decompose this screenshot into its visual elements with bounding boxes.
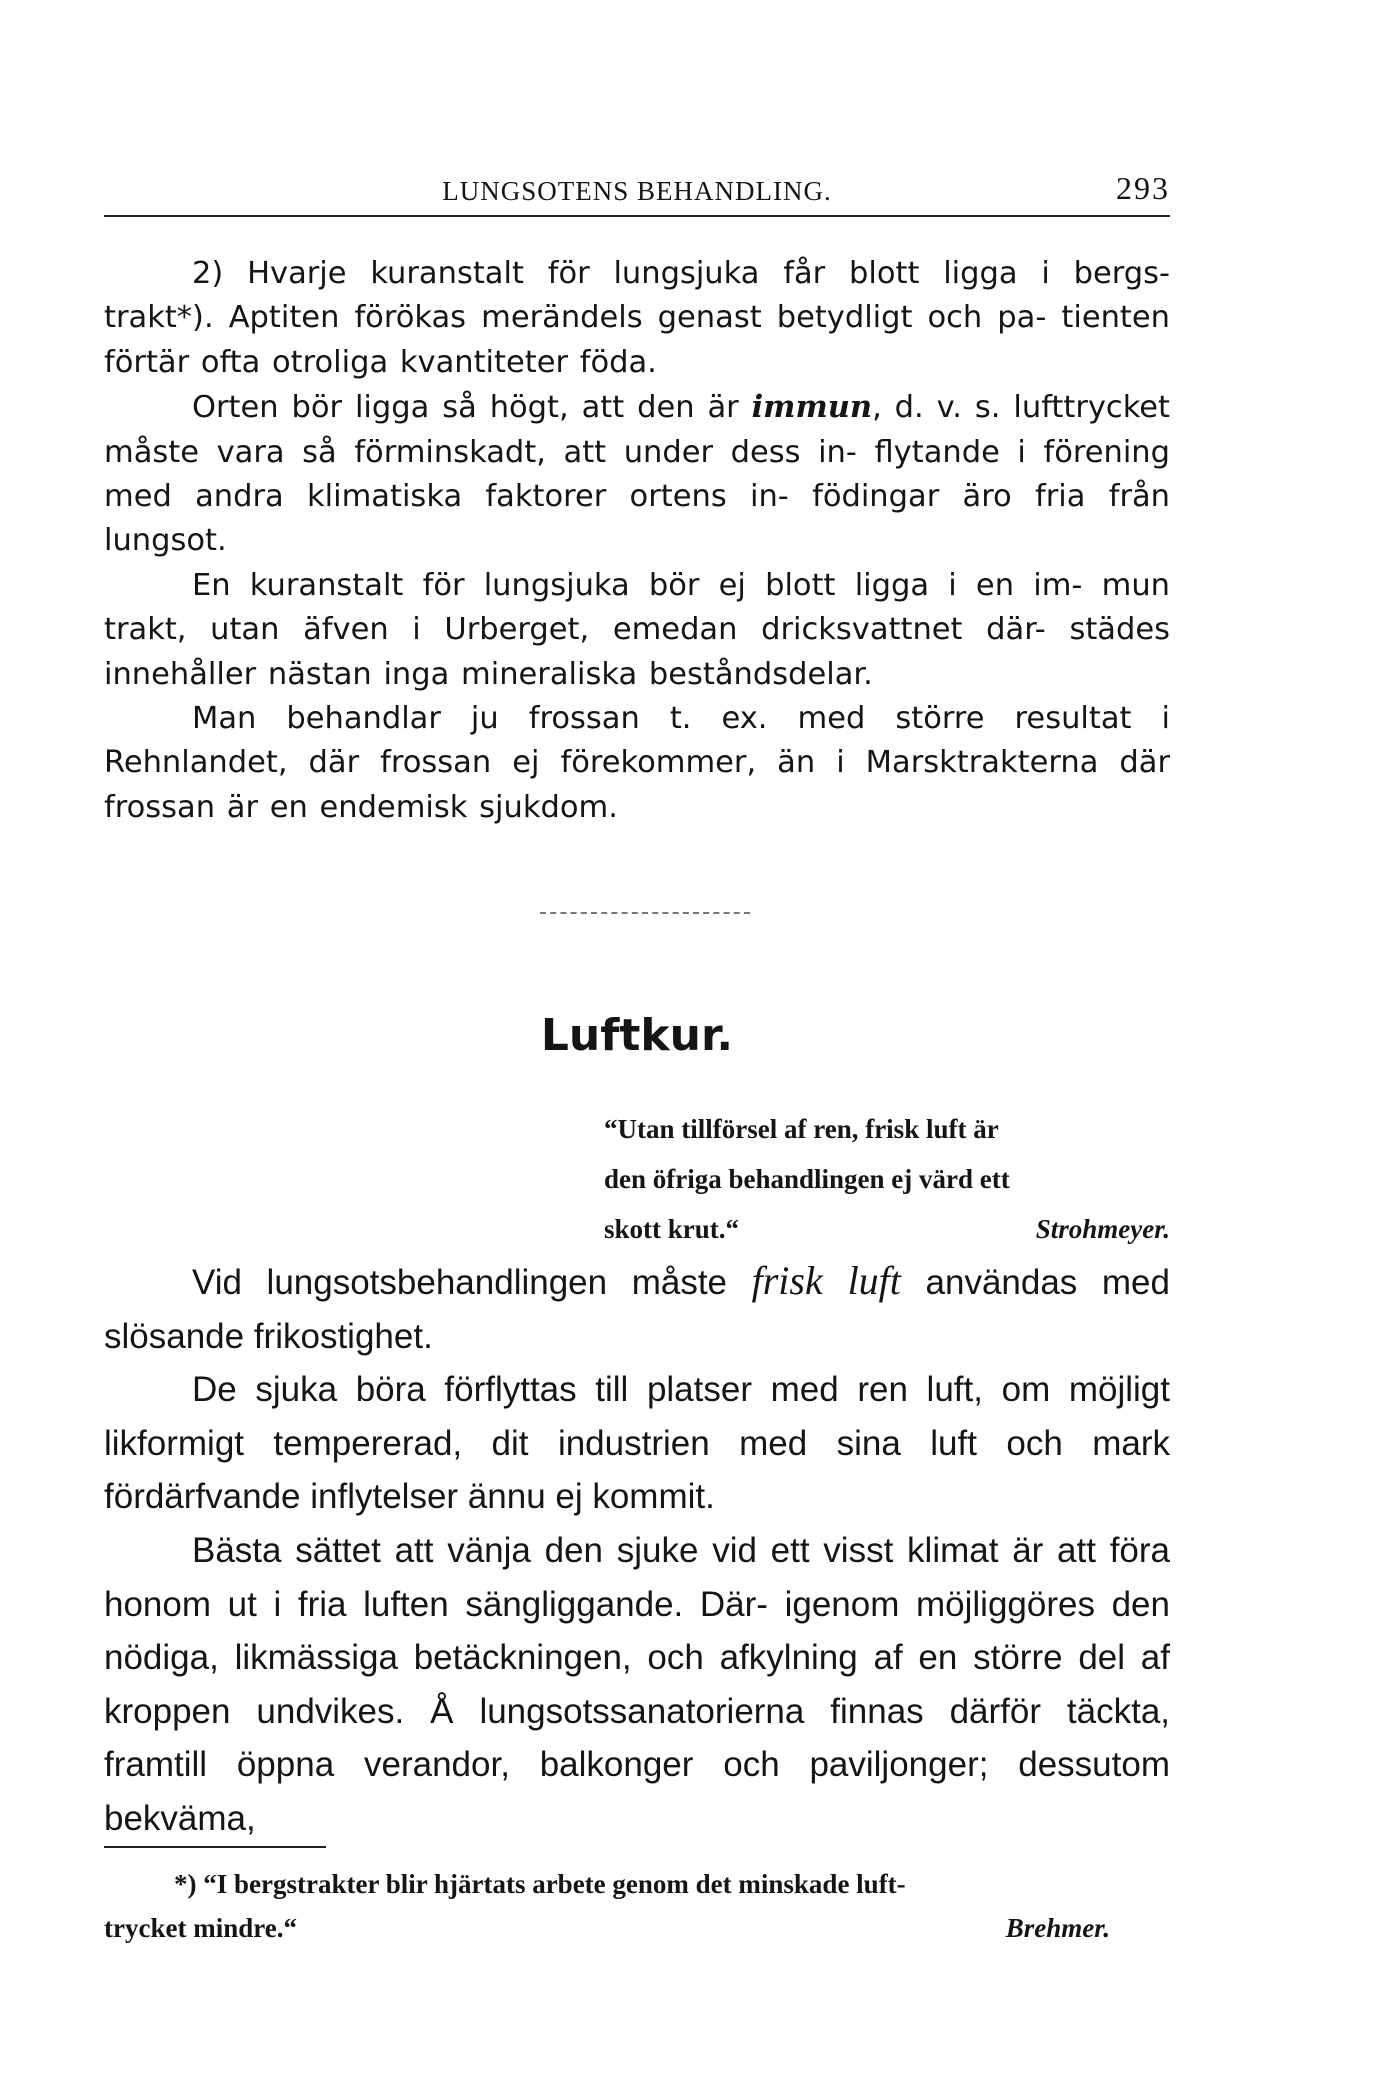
text-line: flytande i förening med andra klimatiska faktorer ortens in- bbox=[104, 434, 1170, 515]
paragraph-urberget bbox=[104, 564, 1170, 697]
paragraph-klimat bbox=[104, 1524, 1170, 1846]
footnote-last-line bbox=[104, 1906, 1170, 1950]
text-line: lungsotssanatorierna finnas därför täckta, framtill öppna bbox=[104, 1691, 1171, 1785]
header-rule bbox=[104, 215, 1170, 217]
text-line: mun trakt, utan äfven i Urberget, emedan dricksvattnet där- bbox=[104, 567, 1170, 648]
text-run: Orten bör ligga så högt, att den är bbox=[192, 390, 752, 426]
text-line: där frossan är en endemisk sjukdom. bbox=[104, 745, 1170, 825]
epigraph-last-line bbox=[604, 1204, 1170, 1254]
paragraph-orten bbox=[104, 385, 1170, 564]
italic-term: immun bbox=[751, 389, 873, 426]
text-line: är att föra honom ut i fria luften sängliggande. Där- bbox=[104, 1530, 1170, 1624]
text-line: med slösande frikostighet. bbox=[104, 1263, 1170, 1356]
text-line: En kuranstalt för lungsjuka bör ej blott ligga i en im- bbox=[192, 567, 1083, 603]
text-line: De sjuka böra förflyttas till platser med ren luft, bbox=[192, 1370, 983, 1410]
text-line: trakt*). Aptiten förökas merändels genast betydligt och pa- bbox=[104, 300, 1047, 336]
text-line: luft och mark fördärfvande inflytelser ännu ej kommit. bbox=[104, 1423, 1170, 1517]
footnote bbox=[104, 1862, 1170, 1950]
text-line: om möjligt likformigt tempererad, dit industrien med sina bbox=[104, 1370, 1170, 1463]
text-line: och afkylning af en större del af kroppen undvikes. Å bbox=[104, 1638, 1170, 1731]
running-title: LUNGSOTENS BEHANDLING. bbox=[442, 176, 832, 206]
text-line: födingar äro fria från lungsot. bbox=[104, 479, 1170, 559]
paragraph-kuranstalt bbox=[104, 252, 1170, 385]
text-line: Rehnlandet, där frossan ej förekommer, än i Marsktrakterna bbox=[104, 745, 1099, 781]
section-climate bbox=[104, 252, 1170, 830]
text-line: lufttrycket måste vara så förminskadt, att under dess in- bbox=[104, 390, 1170, 470]
paragraph-frossan bbox=[104, 697, 1170, 830]
epigraph-author: Strohmeyer. bbox=[1035, 1214, 1170, 1244]
epigraph bbox=[604, 1104, 1170, 1254]
paragraph-frisk-luft bbox=[104, 1254, 1170, 1363]
page-number: 293 bbox=[1116, 170, 1170, 206]
section-luftkur-body bbox=[104, 1254, 1170, 1846]
epigraph-line: “Utan tillförsel af ren, frisk luft är bbox=[604, 1114, 999, 1144]
text-line: igenom möjliggöres den nödiga, likmässiga betäckningen, bbox=[104, 1584, 1170, 1678]
epigraph-line: den öfriga behandlingen ej värd ett bbox=[604, 1164, 1010, 1194]
text-run: , d. v. s. bbox=[872, 390, 1001, 426]
epigraph-line: skott krut.“ bbox=[604, 1214, 740, 1244]
section-heading: Luftkur. bbox=[540, 1010, 734, 1061]
footnote-author: Brehmer. bbox=[1005, 1913, 1110, 1943]
text-line: tienten förtär ofta otroliga kvantiteter föda. bbox=[104, 300, 1170, 380]
page-header bbox=[104, 170, 1170, 220]
text-line: Man behandlar ju frossan t. ex. med större resultat i bbox=[192, 701, 1170, 737]
text-line: 2) Hvarje kuranstalt för lungsjuka får blott ligga i bergs- bbox=[192, 256, 1170, 291]
text-run: användas bbox=[900, 1263, 1078, 1302]
footnote-line: *) “I bergstrakter blir hjärtats arbete genom det minskade luft- bbox=[174, 1869, 906, 1899]
text-line: verandor, balkonger och paviljonger; dessutom bekväma, bbox=[104, 1745, 1170, 1838]
footnote-rule bbox=[104, 1846, 326, 1848]
text-line: Bästa sättet att vänja den sjuke vid ett visst klimat bbox=[192, 1530, 999, 1570]
text-line: städes innehåller nästan inga mineraliska beståndsdelar. bbox=[104, 612, 1170, 692]
italic-term: frisk luft bbox=[751, 1258, 901, 1303]
footnote-line: trycket mindre.“ bbox=[104, 1913, 297, 1943]
text-run: Vid lungsotsbehandlingen måste bbox=[192, 1263, 752, 1302]
paragraph-platser bbox=[104, 1363, 1170, 1524]
section-divider bbox=[540, 912, 750, 914]
